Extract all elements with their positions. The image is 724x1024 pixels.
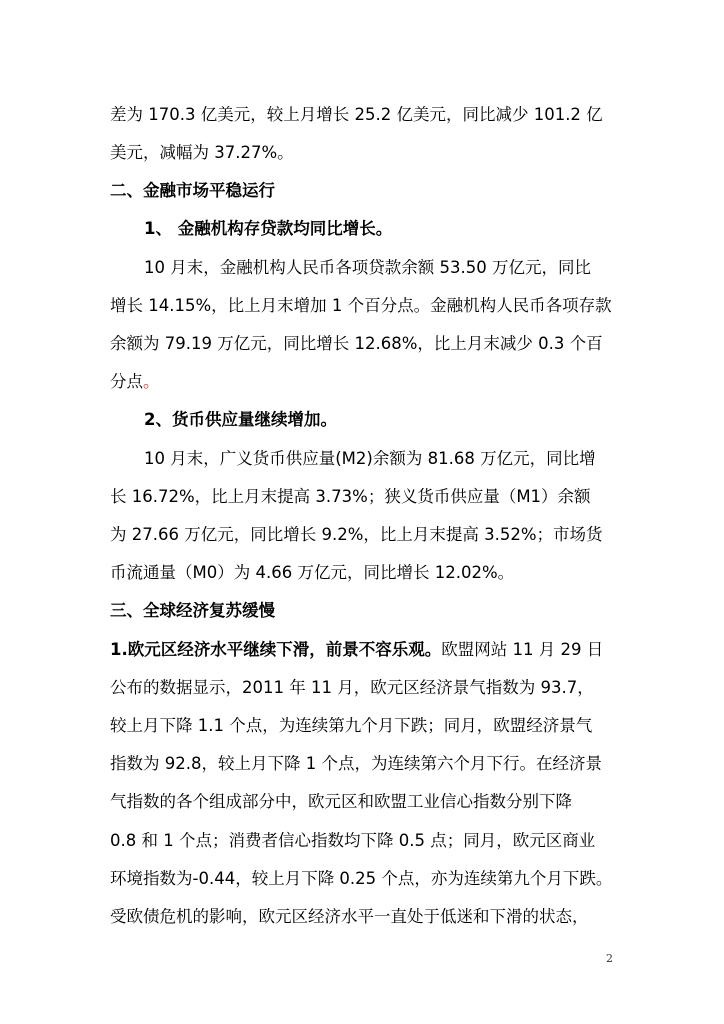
text-line-8-main: 分点 — [110, 372, 143, 391]
text-line-11: 长 16.72%，比上月末提高 3.73%；狭义货币供应量（M1）余额 — [110, 487, 591, 506]
eurozone-lead-text: 欧盟网站 11 月 29 日 — [441, 640, 604, 659]
text-line-1: 差为 170.3 亿美元，较上月增长 25.2 亿美元，同比减少 101.2 亿 — [110, 105, 603, 124]
text-line-5: 10 月末，金融机构人民币各项贷款余额 53.50 万亿元，同比 — [144, 258, 591, 277]
subheading-money-supply: 2、货币供应量继续增加。 — [144, 410, 337, 429]
page-number: 2 — [606, 952, 613, 965]
text-line-20: 0.8 和 1 个点；消费者信心指数均下降 0.5 点；同月，欧元区商业 — [110, 831, 596, 850]
text-line-19: 气指数的各个组成部分中，欧元区和欧盟工业信心指数分别下降 — [110, 792, 572, 811]
text-line-12: 为 27.66 万亿元，同比增长 9.2%，比上月末提高 3.52%；市场货 — [110, 525, 603, 544]
red-period: 。 — [143, 372, 160, 391]
text-line-17: 较上月下降 1.1 个点，为连续第九个月下跌；同月，欧盟经济景气 — [110, 716, 593, 735]
eurozone-lead-heading: 1.欧元区经济水平继续下滑，前景不容乐观。 — [110, 640, 442, 659]
text-line-8 — [110, 371, 630, 393]
text-line-15 — [110, 639, 630, 661]
text-line-16: 公布的数据显示，2011 年 11 月，欧元区经济景气指数为 93.7， — [110, 678, 594, 697]
text-line-10: 10 月末，广义货币供应量(M2)余额为 81.68 万亿元，同比增 — [144, 449, 596, 468]
text-line-22: 受欧债危机的影响，欧元区经济水平一直处于低迷和下滑的状态， — [110, 907, 589, 926]
text-line-2: 美元，减幅为 37.27%。 — [110, 143, 294, 162]
text-line-21: 环境指数为-0.44，较上月下降 0.25 个点，亦为连续第九个月下跌。 — [110, 869, 613, 888]
text-line-18: 指数为 92.8，较上月下降 1 个点，为连续第六个月下行。在经济景 — [110, 754, 602, 773]
subheading-deposits-loans: 1、 金融机构存贷款均同比增长。 — [144, 219, 393, 238]
section-heading-2: 二、金融市场平稳运行 — [110, 181, 275, 200]
section-heading-3: 三、全球经济复苏缓慢 — [110, 601, 275, 620]
text-line-6: 增长 14.15%，比上月末增加 1 个百分点。金融机构人民币各项存款 — [110, 296, 612, 315]
text-line-13: 币流通量（M0）为 4.66 万亿元，同比增长 12.02%。 — [110, 563, 515, 582]
text-line-7: 余额为 79.19 万亿元，同比增长 12.68%，比上月末减少 0.3 个百 — [110, 334, 603, 353]
